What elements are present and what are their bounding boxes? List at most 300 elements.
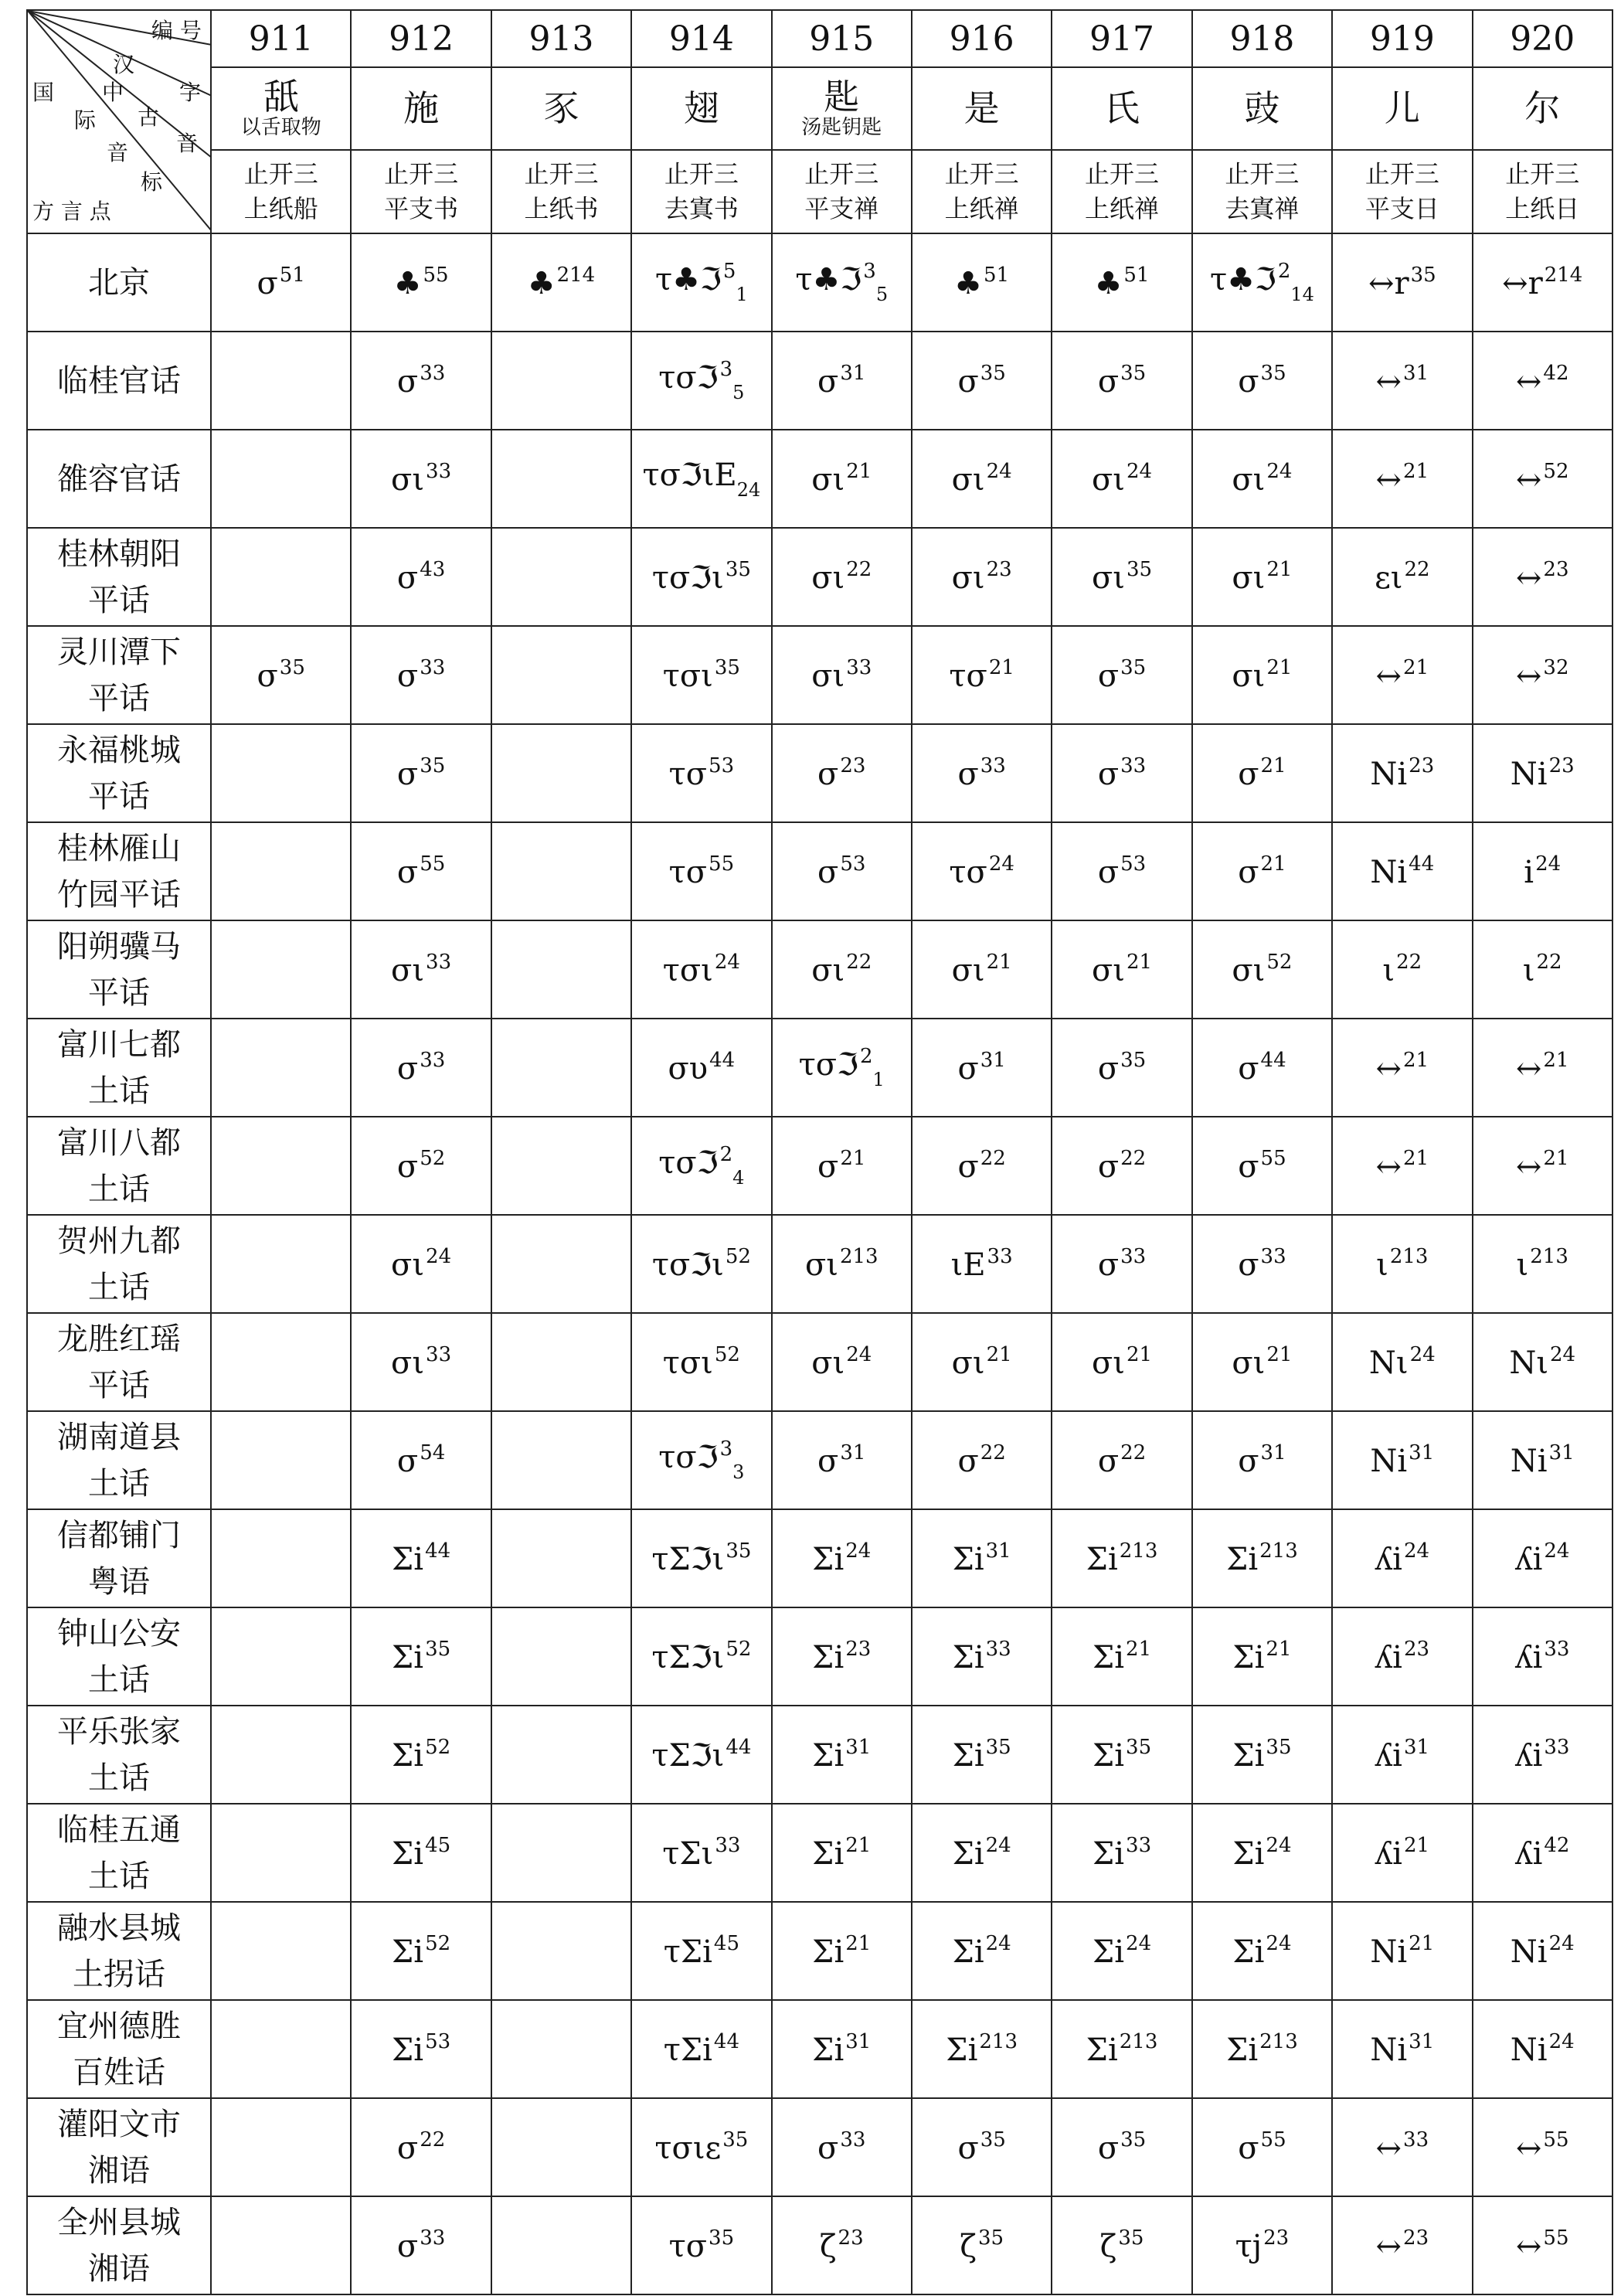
pronunciation-cell: [912, 1607, 1052, 1706]
column-number: 912: [351, 10, 491, 67]
pronunciation-cell: [1332, 1215, 1472, 1313]
pronunciation-ipa: Σi: [952, 1542, 984, 1577]
pronunciation-ipa: τσιε: [654, 2131, 722, 2166]
pronunciation-ipa: Σi: [952, 1738, 984, 1774]
pronunciation-cell: [1192, 1019, 1332, 1117]
pronunciation-cell: [211, 1411, 351, 1509]
tone-number: 24: [1126, 460, 1153, 483]
tone-number: 53: [840, 852, 866, 876]
column-middle-chinese: [351, 150, 491, 233]
dialect-place: [27, 1215, 211, 1313]
corner-label-guoji-1: 国: [32, 80, 55, 105]
pronunciation-ipa: ↔: [1515, 658, 1542, 694]
tone-number: 53: [709, 754, 735, 777]
tone-number: 24: [985, 1834, 1011, 1857]
pronunciation-ipa: σ: [1097, 1051, 1120, 1087]
pronunciation-ipa: σι: [1232, 658, 1266, 694]
dialect-place: [27, 1019, 211, 1117]
pronunciation-cell: [631, 626, 771, 724]
tone-number: 24: [1266, 1834, 1292, 1857]
dialect-place-line: 竹园平话: [57, 876, 181, 913]
tone-number: 2: [860, 1045, 873, 1068]
pronunciation-cell: [351, 1607, 491, 1706]
tone-number: 32: [1543, 656, 1569, 679]
pronunciation-cell: [211, 332, 351, 430]
tone-number: 35: [714, 656, 740, 679]
pronunciation-ipa: τσℑ: [658, 360, 719, 396]
pronunciation-cell: [1473, 1804, 1613, 1902]
pronunciation-cell: [491, 626, 631, 724]
tone-number: 35: [420, 754, 446, 777]
pronunciation-cell: [912, 1706, 1052, 1804]
pronunciation-ipa: Ni: [1510, 757, 1548, 792]
pronunciation-cell: [772, 626, 912, 724]
tone-number: 21: [1403, 1147, 1429, 1170]
tone-number: 33: [846, 656, 872, 679]
pronunciation-cell: [1192, 626, 1332, 724]
pronunciation-cell: [772, 2098, 912, 2196]
pronunciation-ipa: Σi: [392, 2032, 424, 2068]
pronunciation-cell: [912, 626, 1052, 724]
tone-subscript: 1: [872, 1069, 885, 1090]
pronunciation-ipa: Ni: [1370, 1444, 1408, 1479]
pronunciation-ipa: τΣi: [663, 1934, 712, 1970]
pronunciation-ipa: ι: [1516, 1247, 1529, 1283]
pronunciation-cell: [912, 2000, 1052, 2098]
pronunciation-cell: [912, 1804, 1052, 1902]
column-character-cell: [211, 67, 351, 150]
tone-number: 51: [1123, 264, 1150, 287]
pronunciation-ipa: Σi: [392, 1836, 424, 1872]
column-character-cell: [1473, 67, 1613, 150]
tone-number: 35: [1126, 558, 1153, 581]
pronunciation-ipa: Σi: [392, 1934, 424, 1970]
pronunciation-ipa: σ: [1238, 1247, 1259, 1283]
tone-number: 33: [1120, 754, 1147, 777]
tone-number: 52: [1266, 951, 1293, 974]
pronunciation-cell: [912, 822, 1052, 920]
tone-number: 33: [420, 362, 446, 385]
pronunciation-cell: [491, 2098, 631, 2196]
pronunciation-cell: [1332, 920, 1472, 1019]
pronunciation-cell: [1192, 430, 1332, 528]
pronunciation-cell: [351, 332, 491, 430]
pronunciation-ipa: ↔: [1515, 1051, 1542, 1087]
tone-number: 22: [846, 558, 872, 581]
pronunciation-ipa: σ: [817, 757, 839, 792]
corner-label-guoji-2: 际: [74, 107, 97, 133]
pronunciation-cell: [1473, 920, 1613, 1019]
pronunciation-ipa: Σi: [812, 1836, 844, 1872]
tone-number: 21: [1403, 460, 1429, 483]
dialect-place-line: 湘语: [88, 2152, 150, 2189]
pronunciation-cell: [772, 1019, 912, 1117]
pronunciation-cell: [491, 2000, 631, 2098]
tone-subscript: 3: [732, 1461, 745, 1483]
pronunciation-cell: [351, 1117, 491, 1215]
pronunciation-cell: [211, 1313, 351, 1411]
dialect-place-line: 土话: [88, 1269, 150, 1305]
pronunciation-cell: [912, 920, 1052, 1019]
dialect-place: [27, 528, 211, 626]
pronunciation-ipa: ↔: [1515, 560, 1542, 596]
tone-number: 53: [425, 2030, 451, 2053]
tone-number: 31: [1548, 1441, 1575, 1464]
pronunciation-cell: [1332, 233, 1472, 332]
pronunciation-ipa: Ni: [1370, 855, 1408, 890]
pronunciation-ipa: σ: [817, 855, 839, 890]
tone-number: 23: [838, 2226, 864, 2250]
corner-header-cell: [27, 10, 211, 233]
pronunciation-cell: [1473, 1019, 1613, 1117]
pronunciation-cell: [1332, 1706, 1472, 1804]
tone-number: 31: [840, 362, 866, 385]
dialect-place: [27, 2098, 211, 2196]
pronunciation-cell: [211, 920, 351, 1019]
column-character: 尔: [1524, 87, 1561, 130]
pronunciation-cell: [351, 920, 491, 1019]
tone-number: 55: [1260, 2128, 1286, 2151]
pronunciation-ipa: ↔: [1515, 364, 1542, 400]
pronunciation-ipa: τσι: [662, 1345, 713, 1381]
pronunciation-ipa: τσℑιE: [642, 457, 737, 493]
pronunciation-ipa: Σi: [1226, 1542, 1259, 1577]
tone-number: 21: [1126, 1638, 1152, 1661]
pronunciation-cell: [1192, 332, 1332, 430]
pronunciation-cell: [1473, 1607, 1613, 1706]
dialect-place: [27, 430, 211, 528]
pronunciation-ipa: Σi: [1092, 1640, 1125, 1675]
tone-number: 53: [1120, 852, 1147, 876]
pronunciation-ipa: ↔r: [1502, 266, 1543, 301]
pronunciation-cell: [1192, 2000, 1332, 2098]
tone-number: 52: [425, 1932, 451, 1955]
tone-number: 213: [1119, 1539, 1158, 1563]
pronunciation-ipa: Σi: [1092, 1738, 1125, 1774]
pronunciation-cell: [631, 2196, 771, 2294]
pronunciation-cell: [1052, 528, 1191, 626]
column-character: 儿: [1384, 87, 1420, 130]
pronunciation-cell: [1052, 332, 1191, 430]
pronunciation-cell: [772, 1215, 912, 1313]
pronunciation-ipa: Σi: [812, 1640, 844, 1675]
pronunciation-cell: [1473, 1117, 1613, 1215]
tone-number: 31: [840, 1441, 866, 1464]
pronunciation-cell: [1473, 822, 1613, 920]
pronunciation-ipa: σ: [1097, 658, 1120, 694]
pronunciation-cell: [912, 528, 1052, 626]
pronunciation-cell: [1332, 1411, 1472, 1509]
pronunciation-ipa: Ni: [1370, 2032, 1408, 2068]
pronunciation-ipa: Ni: [1370, 1934, 1408, 1970]
pronunciation-cell: [1473, 332, 1613, 430]
pronunciation-ipa: τσℑ: [798, 1047, 858, 1083]
column-middle-chinese: [1473, 150, 1613, 233]
table-row: [27, 233, 1613, 332]
pronunciation-cell: [491, 1509, 631, 1607]
pronunciation-ipa: σι: [951, 953, 985, 988]
dialect-place-line: 宜州德胜: [57, 2008, 181, 2044]
dialect-place: [27, 920, 211, 1019]
tone-number: 21: [845, 1834, 872, 1857]
table-row: [27, 332, 1613, 430]
pronunciation-cell: [1332, 1509, 1472, 1607]
column-character-cell: [912, 67, 1052, 150]
pronunciation-ipa: Σi: [1232, 1836, 1265, 1872]
column-middle-chinese: [912, 150, 1052, 233]
dialect-place-line: 永福桃城: [57, 732, 181, 768]
tone-number: 22: [980, 1147, 1006, 1170]
pronunciation-ipa: Σi: [392, 1542, 424, 1577]
dialect-place-line: 平话: [88, 680, 150, 716]
pronunciation-cell: [1052, 626, 1191, 724]
pronunciation-cell: [1332, 2196, 1472, 2294]
pronunciation-cell: [211, 1117, 351, 1215]
dialect-place-line: 土话: [88, 1073, 150, 1109]
dialect-place: [27, 1804, 211, 1902]
pronunciation-ipa: σ: [1097, 1444, 1120, 1479]
pronunciation-ipa: Σi: [1226, 2032, 1259, 2068]
dialect-place-line: 钟山公安: [57, 1615, 181, 1651]
dialect-place-line: 北京: [88, 264, 150, 301]
pronunciation-ipa: τ♣ℑ: [1209, 262, 1276, 298]
dialect-place: [27, 1411, 211, 1509]
tone-number: 213: [839, 1245, 878, 1268]
tone-number: 33: [1120, 1245, 1147, 1268]
pronunciation-cell: [491, 920, 631, 1019]
pronunciation-cell: [1052, 2000, 1191, 2098]
tone-number: 23: [986, 558, 1012, 581]
pronunciation-cell: [491, 1706, 631, 1804]
pronunciation-cell: [772, 528, 912, 626]
pronunciation-ipa: σ: [957, 1444, 979, 1479]
pronunciation-cell: [351, 1804, 491, 1902]
tone-number: 44: [425, 1539, 451, 1563]
tone-number: 24: [1550, 1343, 1576, 1366]
tone-number: 44: [726, 1736, 752, 1759]
pronunciation-ipa: Σi: [812, 1542, 844, 1577]
tone-number: 23: [1409, 754, 1435, 777]
pronunciation-ipa: σι: [1232, 953, 1266, 988]
tone-number: 24: [1535, 852, 1562, 876]
pronunciation-ipa: ι: [1382, 953, 1395, 988]
tone-subscript: 5: [732, 382, 745, 403]
pronunciation-ipa: σ: [396, 2131, 419, 2166]
pronunciation-cell: [1052, 724, 1191, 822]
pronunciation-ipa: σ: [1097, 1247, 1120, 1283]
pronunciation-cell: [1473, 1509, 1613, 1607]
column-character: 豉: [1244, 87, 1280, 130]
tone-number: 24: [986, 460, 1012, 483]
tone-number: 22: [846, 951, 872, 974]
pronunciation-cell: [1052, 1411, 1191, 1509]
pronunciation-ipa: ↔: [1515, 462, 1542, 498]
pronunciation-ipa: Nι: [1509, 1345, 1548, 1381]
tone-number: 33: [840, 2128, 866, 2151]
pronunciation-cell: [631, 332, 771, 430]
pronunciation-cell: [351, 528, 491, 626]
pronunciation-cell: [491, 1607, 631, 1706]
tone-number: 35: [725, 558, 751, 581]
dialect-place: [27, 1902, 211, 2000]
tone-number: 22: [1536, 951, 1562, 974]
tone-number: 22: [420, 2128, 446, 2151]
pronunciation-ipa: Σi: [1092, 1934, 1125, 1970]
pronunciation-cell: [912, 1313, 1052, 1411]
dialect-place-line: 土话: [88, 1858, 150, 1894]
pronunciation-ipa: τ♣ℑ: [795, 262, 862, 298]
pronunciation-ipa: σι: [951, 560, 985, 596]
column-character-cell: [1192, 67, 1332, 150]
dialect-place-line: 土话: [88, 1662, 150, 1698]
column-character: 氏: [1104, 87, 1140, 130]
pronunciation-ipa: σ: [396, 757, 419, 792]
pronunciation-cell: [211, 1706, 351, 1804]
pronunciation-cell: [1052, 1607, 1191, 1706]
pronunciation-cell: [1052, 822, 1191, 920]
pronunciation-ipa: Σi: [1092, 1836, 1125, 1872]
pronunciation-ipa: σ: [396, 1149, 419, 1185]
column-gloss: 汤匙钥匙: [801, 116, 882, 140]
pronunciation-cell: [772, 920, 912, 1019]
dialect-place-line: 粤语: [88, 1563, 150, 1600]
tone-number: 23: [840, 754, 866, 777]
pronunciation-ipa: ι: [1522, 953, 1535, 988]
pronunciation-ipa: σ: [396, 1444, 419, 1479]
tone-number: 24: [1548, 1932, 1575, 1955]
pronunciation-cell: [772, 1607, 912, 1706]
tone-number: 22: [1396, 951, 1422, 974]
dialect-place-line: 阳朔骥马: [57, 928, 181, 964]
pronunciation-ipa: Σi: [812, 1934, 844, 1970]
pronunciation-cell: [491, 1411, 631, 1509]
table-row: [27, 920, 1613, 1019]
pronunciation-cell: [1473, 1706, 1613, 1804]
column-middle-chinese: [631, 150, 771, 233]
dialect-place-line: 湖南道县: [57, 1419, 181, 1455]
pronunciation-ipa: σ: [957, 364, 979, 400]
pronunciation-cell: [631, 1313, 771, 1411]
pronunciation-cell: [1332, 1607, 1472, 1706]
pronunciation-cell: [1052, 1313, 1191, 1411]
pronunciation-cell: [912, 430, 1052, 528]
middle-chinese-line: 平支日: [1364, 194, 1439, 223]
tone-number: 213: [1530, 1245, 1568, 1268]
pronunciation-ipa: τσι: [662, 953, 713, 988]
tone-number: 35: [977, 2226, 1004, 2250]
pronunciation-cell: [1192, 1804, 1332, 1902]
tone-number: 52: [726, 1638, 752, 1661]
table-row: [27, 822, 1613, 920]
pronunciation-ipa: σ: [1238, 1444, 1259, 1479]
pronunciation-cell: [1332, 626, 1472, 724]
tone-number: 33: [1544, 1638, 1570, 1661]
column-number: 915: [772, 10, 912, 67]
pronunciation-cell: [351, 2196, 491, 2294]
tone-number: 31: [1409, 2030, 1435, 2053]
dialect-place: [27, 1509, 211, 1607]
pronunciation-cell: [211, 528, 351, 626]
middle-chinese-line: 止开三: [243, 159, 318, 189]
tone-number: 213: [1259, 1539, 1298, 1563]
pronunciation-ipa: σ: [396, 1051, 419, 1087]
pronunciation-ipa: τ♣ℑ: [655, 262, 722, 298]
pronunciation-ipa: ʎi: [1375, 1542, 1402, 1577]
pronunciation-ipa: σι: [1091, 1345, 1125, 1381]
pronunciation-ipa: Σi: [392, 1640, 424, 1675]
pronunciation-cell: [1192, 2098, 1332, 2196]
pronunciation-ipa: ↔: [1375, 1149, 1402, 1185]
pronunciation-cell: [772, 1117, 912, 1215]
column-number: 911: [211, 10, 351, 67]
pronunciation-cell: [1192, 724, 1332, 822]
pronunciation-ipa: σ: [396, 560, 419, 596]
tone-number: 55: [1260, 1147, 1286, 1170]
middle-chinese-line: 上纸船: [243, 194, 318, 223]
pronunciation-ipa: ʎi: [1375, 1738, 1402, 1774]
tone-number: 55: [709, 852, 735, 876]
tone-number: 21: [1260, 852, 1286, 876]
pronunciation-cell: [1052, 1509, 1191, 1607]
pronunciation-cell: [1473, 1902, 1613, 2000]
dialect-place-line: 百姓话: [73, 2054, 165, 2090]
middle-chinese-line: 止开三: [524, 159, 599, 189]
tone-number: 33: [987, 1245, 1013, 1268]
corner-label-hanzi-2: 字: [179, 80, 202, 105]
table-row: [27, 528, 1613, 626]
pronunciation-cell: [912, 1902, 1052, 2000]
tone-number: 35: [1118, 2226, 1144, 2250]
pronunciation-cell: [1332, 332, 1472, 430]
tone-number: 22: [1120, 1147, 1147, 1170]
pronunciation-cell: [772, 1509, 912, 1607]
tone-number: 21: [1266, 1638, 1292, 1661]
column-character-cell: [1052, 67, 1191, 150]
pronunciation-cell: [1332, 2000, 1472, 2098]
pronunciation-cell: [631, 2098, 771, 2196]
pronunciation-ipa: σ: [1238, 364, 1259, 400]
pronunciation-cell: [211, 2000, 351, 2098]
pronunciation-cell: [211, 2196, 351, 2294]
pronunciation-ipa: Ni: [1370, 757, 1408, 792]
corner-label-yinbiao-2: 标: [141, 169, 163, 195]
pronunciation-ipa: σι: [1232, 462, 1266, 498]
pronunciation-cell: [631, 1804, 771, 1902]
pronunciation-cell: [351, 1313, 491, 1411]
dialect-place-line: 平乐张家: [57, 1713, 181, 1750]
dialect-place-line: 土拐话: [73, 1956, 165, 1992]
column-character-cell: [1332, 67, 1472, 150]
pronunciation-cell: [351, 724, 491, 822]
pronunciation-cell: [1192, 1215, 1332, 1313]
pronunciation-cell: [1332, 724, 1472, 822]
dialect-place: [27, 1313, 211, 1411]
dialect-place-line: 灵川潭下: [57, 634, 181, 670]
pronunciation-cell: [1473, 1215, 1613, 1313]
pronunciation-ipa: τσℑι: [651, 1247, 724, 1283]
dialect-place-line: 平话: [88, 975, 150, 1011]
pronunciation-ipa: τΣi: [663, 2032, 712, 2068]
pronunciation-cell: [1473, 233, 1613, 332]
pronunciation-ipa: τσι: [662, 658, 713, 694]
tone-number: 45: [713, 1932, 740, 1955]
tone-number: 42: [1543, 362, 1569, 385]
pronunciation-ipa: σι: [951, 462, 985, 498]
pronunciation-cell: [912, 1117, 1052, 1215]
table-row: [27, 1804, 1613, 1902]
tone-number: 21: [845, 1932, 872, 1955]
pronunciation-ipa: ↔: [1375, 2131, 1402, 2166]
